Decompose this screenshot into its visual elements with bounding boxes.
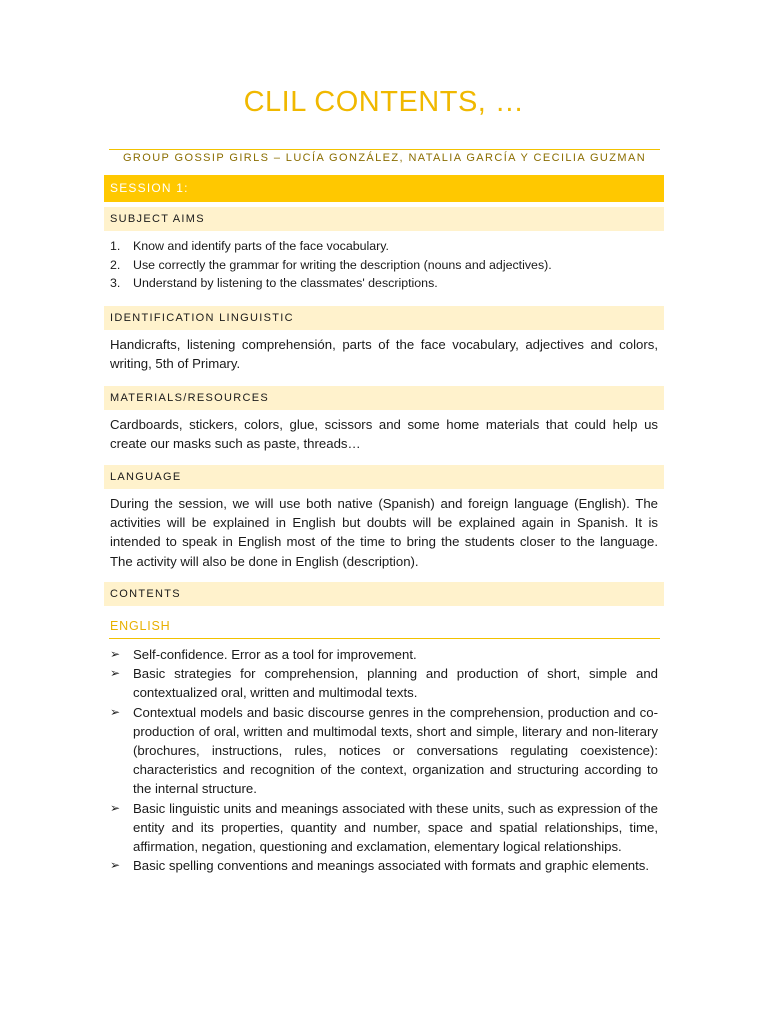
- section-heading: MATERIALS/RESOURCES: [110, 392, 269, 404]
- page-title: CLIL CONTENTS, …: [243, 86, 525, 118]
- section-language: [104, 465, 664, 489]
- contents-list: [110, 645, 658, 875]
- section-heading: SUBJECT AIMS: [110, 213, 205, 225]
- section-heading: CONTENTS: [110, 588, 181, 600]
- list-number: 2.: [110, 257, 121, 272]
- section-identification: [104, 306, 664, 330]
- subject-aims-list: [110, 237, 664, 293]
- list-text: Understand by listening to the classmates' descriptions.: [133, 276, 438, 290]
- list-item: [110, 799, 658, 857]
- section-heading: LANGUAGE: [110, 471, 182, 483]
- list-text: Basic spelling conventions and meanings associated with formats and graphic elements.: [133, 858, 650, 874]
- title-divider: [109, 149, 660, 150]
- arrow-bullet-icon: ➢: [110, 704, 121, 719]
- list-item: [110, 256, 664, 275]
- group-authors: GROUP GOSSIP GIRLS – LUCÍA GONZÁLEZ, NATALIA GARCÍA Y CECILIA GUZMAN: [122, 152, 647, 164]
- section-heading: IDENTIFICATION LINGUISTIC: [110, 312, 294, 324]
- materials-text: Cardboards, stickers, colors, glue, scissors and some home materials that could help us create our masks such as paste, threads…: [110, 417, 658, 452]
- session-label: SESSION 1:: [110, 181, 189, 195]
- list-item: [110, 237, 664, 256]
- list-item: [110, 274, 664, 293]
- arrow-bullet-icon: ➢: [110, 666, 121, 681]
- list-number: 1.: [110, 239, 121, 253]
- list-item: [110, 856, 658, 875]
- subsection-divider: [109, 638, 660, 639]
- list-text: Basic linguistic units and meanings associated with these units, such as expression of the entity and its properties, quantity and number, space and spatial relationships, time, affirmation, negation, questioning and exclamation, elementary logical relationships.: [133, 800, 658, 855]
- identification-text: Handicrafts, listening comprehensión, parts of the face vocabulary, adjectives and colors, writing, 5th of Primary.: [110, 337, 658, 372]
- arrow-bullet-icon: ➢: [110, 800, 121, 815]
- list-text: Basic strategies for comprehension, planning and production of short, simple and contextualized oral, written and multimodal texts.: [133, 666, 658, 701]
- list-item: [110, 645, 658, 664]
- list-text: Use correctly the grammar for writing the description (nouns and adjectives).: [133, 257, 552, 272]
- language-text: During the session, we will use both native (Spanish) and foreign language (English). The activities will be explained in English but doubts will be explained again in Spanish. It is intended to speak in English most of the time to bring the students closer to the language. The activity will also be done in English (description).: [110, 496, 658, 569]
- section-subject-aims: [104, 207, 664, 231]
- list-item: [110, 703, 658, 799]
- section-materials: [104, 386, 664, 410]
- arrow-bullet-icon: ➢: [110, 647, 121, 661]
- section-contents: [104, 582, 664, 606]
- list-text: Know and identify parts of the face vocabulary.: [133, 239, 389, 253]
- list-text: Contextual models and basic discourse genres in the comprehension, production and co-production of oral, written and multimodal texts, short and simple, literary and non-literary (brochures, instructions, rules, notices or conversations regulating coexistence): characteristics and recognition of the context, organization and structuring according to the internal structure.: [133, 704, 658, 797]
- list-number: 3.: [110, 276, 121, 290]
- session-banner: [104, 175, 664, 202]
- subsection-english: ENGLISH: [110, 619, 171, 633]
- list-text: Self-confidence. Error as a tool for improvement.: [133, 647, 417, 662]
- arrow-bullet-icon: ➢: [110, 858, 121, 873]
- list-item: [110, 664, 658, 702]
